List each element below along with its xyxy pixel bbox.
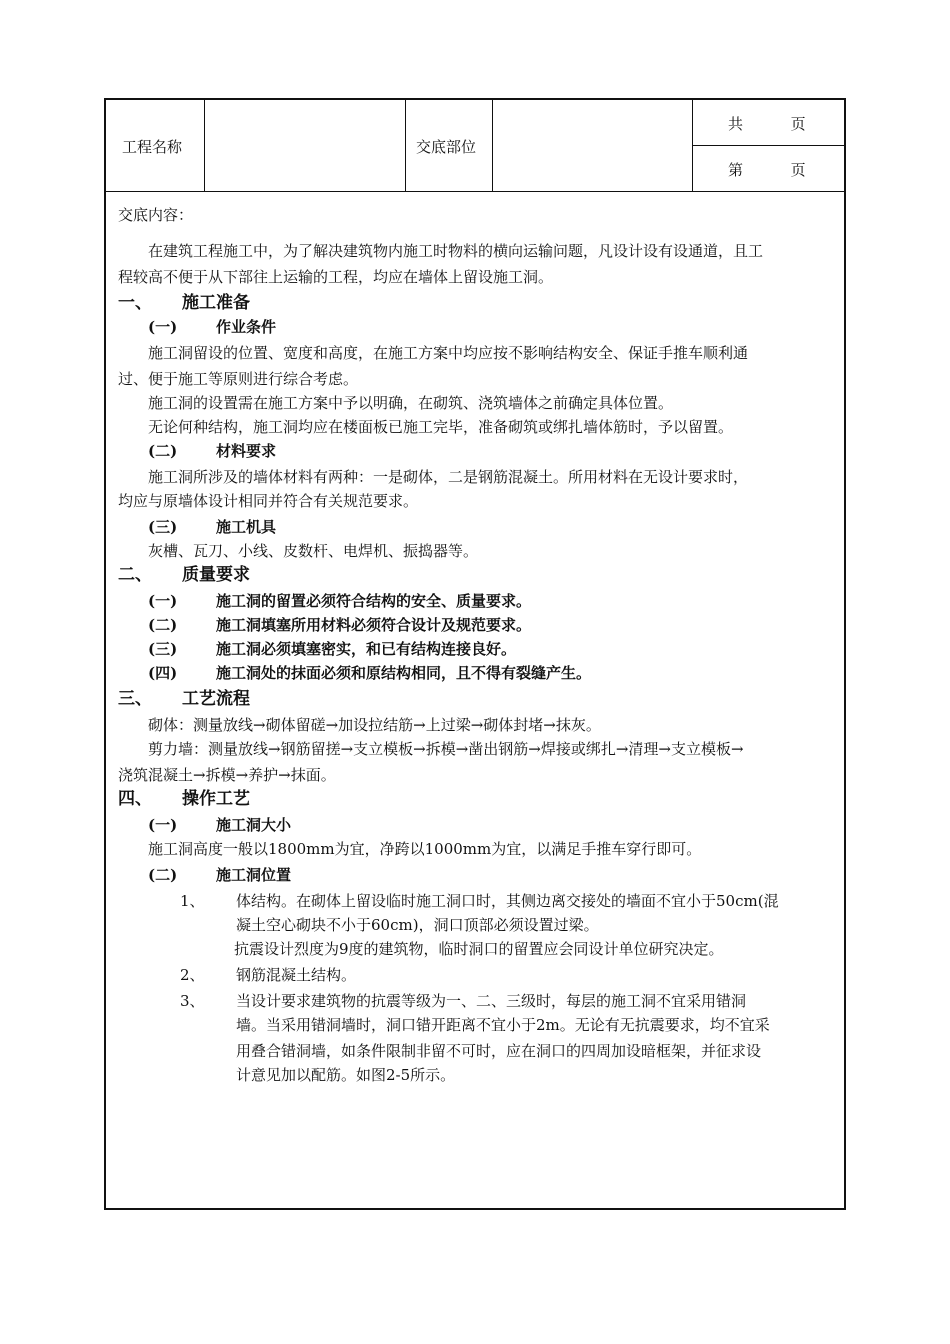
subsection-title: 材料要求 [216,442,277,460]
quality-item-number: (一) [148,592,178,610]
paragraph-line: 砌体：测量放线→砌体留磋→加设拉结筋→上过梁→砌体封堵→抹灰。 [148,716,601,734]
subsection-number: (二) [148,866,178,884]
quality-item: 施工洞处的抹面必须和原结构相同，且不得有裂缝产生。 [216,664,592,682]
subsection-title: 施工机具 [216,518,277,536]
content-label: 交底内容： [118,206,194,224]
header-bottom-rule [106,191,846,192]
header-divider [492,100,493,192]
quality-item-number: (四) [148,664,178,682]
list-item-number: 3、 [180,992,205,1010]
paragraph-line: 灰槽、瓦刀、小线、皮数杆、电焊机、振捣器等。 [148,542,479,560]
subsection-title: 施工洞大小 [216,816,292,834]
subsection-number: (三) [148,518,178,536]
total-pages: 共 页 [728,115,806,133]
quality-item-number: (三) [148,640,178,658]
location-label: 交底部位 [416,138,477,156]
quality-item: 施工洞填塞所用材料必须符合设计及规范要求。 [216,616,532,634]
paragraph-line: 施工洞高度一般以1800mm为宜，净跨以1000mm为宜，以满足手推车穿行即可。 [148,840,702,858]
header-divider [692,100,693,192]
section-number: 二、 [118,565,152,585]
section-title: 工艺流程 [182,689,250,709]
list-item-line: 体结构。在砌体上留设临时施工洞口时，其侧边离交接处的墙面不宜小于50cm(混 [236,892,779,910]
section-title: 质量要求 [182,565,250,585]
paragraph-line: 施工洞所涉及的墙体材料有两种：一是砌体，二是钢筋混凝土。所用材料在无设计要求时， [148,468,749,486]
paragraph-line: 均应与原墙体设计相同并符合有关规范要求。 [118,492,419,510]
header-divider [405,100,406,192]
quality-item-number: (二) [148,616,178,634]
paragraph-line: 无论何种结构，施工洞均应在楼面板已施工完毕，准备砌筑或绑扎墙体筋时，予以留置。 [148,418,734,436]
quality-item: 施工洞必须填塞密实，和已有结构连接良好。 [216,640,517,658]
section-number: 四、 [118,789,152,809]
list-item-line: 凝土空心砌块不小于60cm)，洞口顶部必须设置过梁。 [236,916,599,934]
section-number: 一、 [118,293,152,313]
header-divider [204,100,205,192]
intro-line: 程较高不便于从下部往上运输的工程，均应在墙体上留设施工洞。 [118,268,554,286]
list-item-line: 钢筋混凝土结构。 [236,966,357,984]
quality-item: 施工洞的留置必须符合结构的安全、质量要求。 [216,592,532,610]
page-number: 第 页 [728,161,806,179]
paragraph-line: 过、便于施工等原则进行综合考虑。 [118,370,359,388]
list-item-number: 1、 [180,892,205,910]
list-item-line: 当设计要求建筑物的抗震等级为一、二、三级时，每层的施工洞不宜采用错洞 [236,992,747,1010]
list-item-line: 墙。当采用错洞墙时，洞口错开距离不宜小于2m。无论有无抗震要求，均不宜采 [236,1016,770,1034]
paragraph-line: 剪力墙：测量放线→钢筋留搓→支立模板→拆模→凿出钢筋→焊接或绑扎→清理→支立模板→ [148,740,744,758]
subsection-number: (一) [148,318,178,336]
project-name-label: 工程名称 [122,138,183,156]
intro-line: 在建筑工程施工中，为了解决建筑物内施工时物料的横向运输问题，凡设计设有设通道，且工 [148,242,764,260]
paragraph-line: 施工洞的设置需在施工方案中予以明确，在砌筑、浇筑墙体之前确定具体位置。 [148,394,674,412]
paragraph-line: 浇筑混凝土→拆模→养护→抹面。 [118,766,336,784]
section-title: 施工准备 [182,293,250,313]
disclosure-form [104,98,846,1210]
list-item-line: 用叠合错洞墙，如条件限制非留不可时，应在洞口的四周加设暗框架，并征求设 [236,1042,762,1060]
section-title: 操作工艺 [182,789,250,809]
page-cell-divider [692,145,846,146]
subsection-number: (一) [148,816,178,834]
paragraph-line: 施工洞留设的位置、宽度和高度，在施工方案中均应按不影响结构安全、保证手推车顺利通 [148,344,749,362]
subsection-title: 施工洞位置 [216,866,292,884]
list-item-number: 2、 [180,966,205,984]
list-item-line: 抗震设计烈度为9度的建筑物，临时洞口的留置应会同设计单位研究决定。 [234,940,724,958]
section-number: 三、 [118,689,152,709]
subsection-title: 作业条件 [216,318,277,336]
subsection-number: (二) [148,442,178,460]
list-item-line: 计意见加以配筋。如图2-5所示。 [236,1066,456,1084]
